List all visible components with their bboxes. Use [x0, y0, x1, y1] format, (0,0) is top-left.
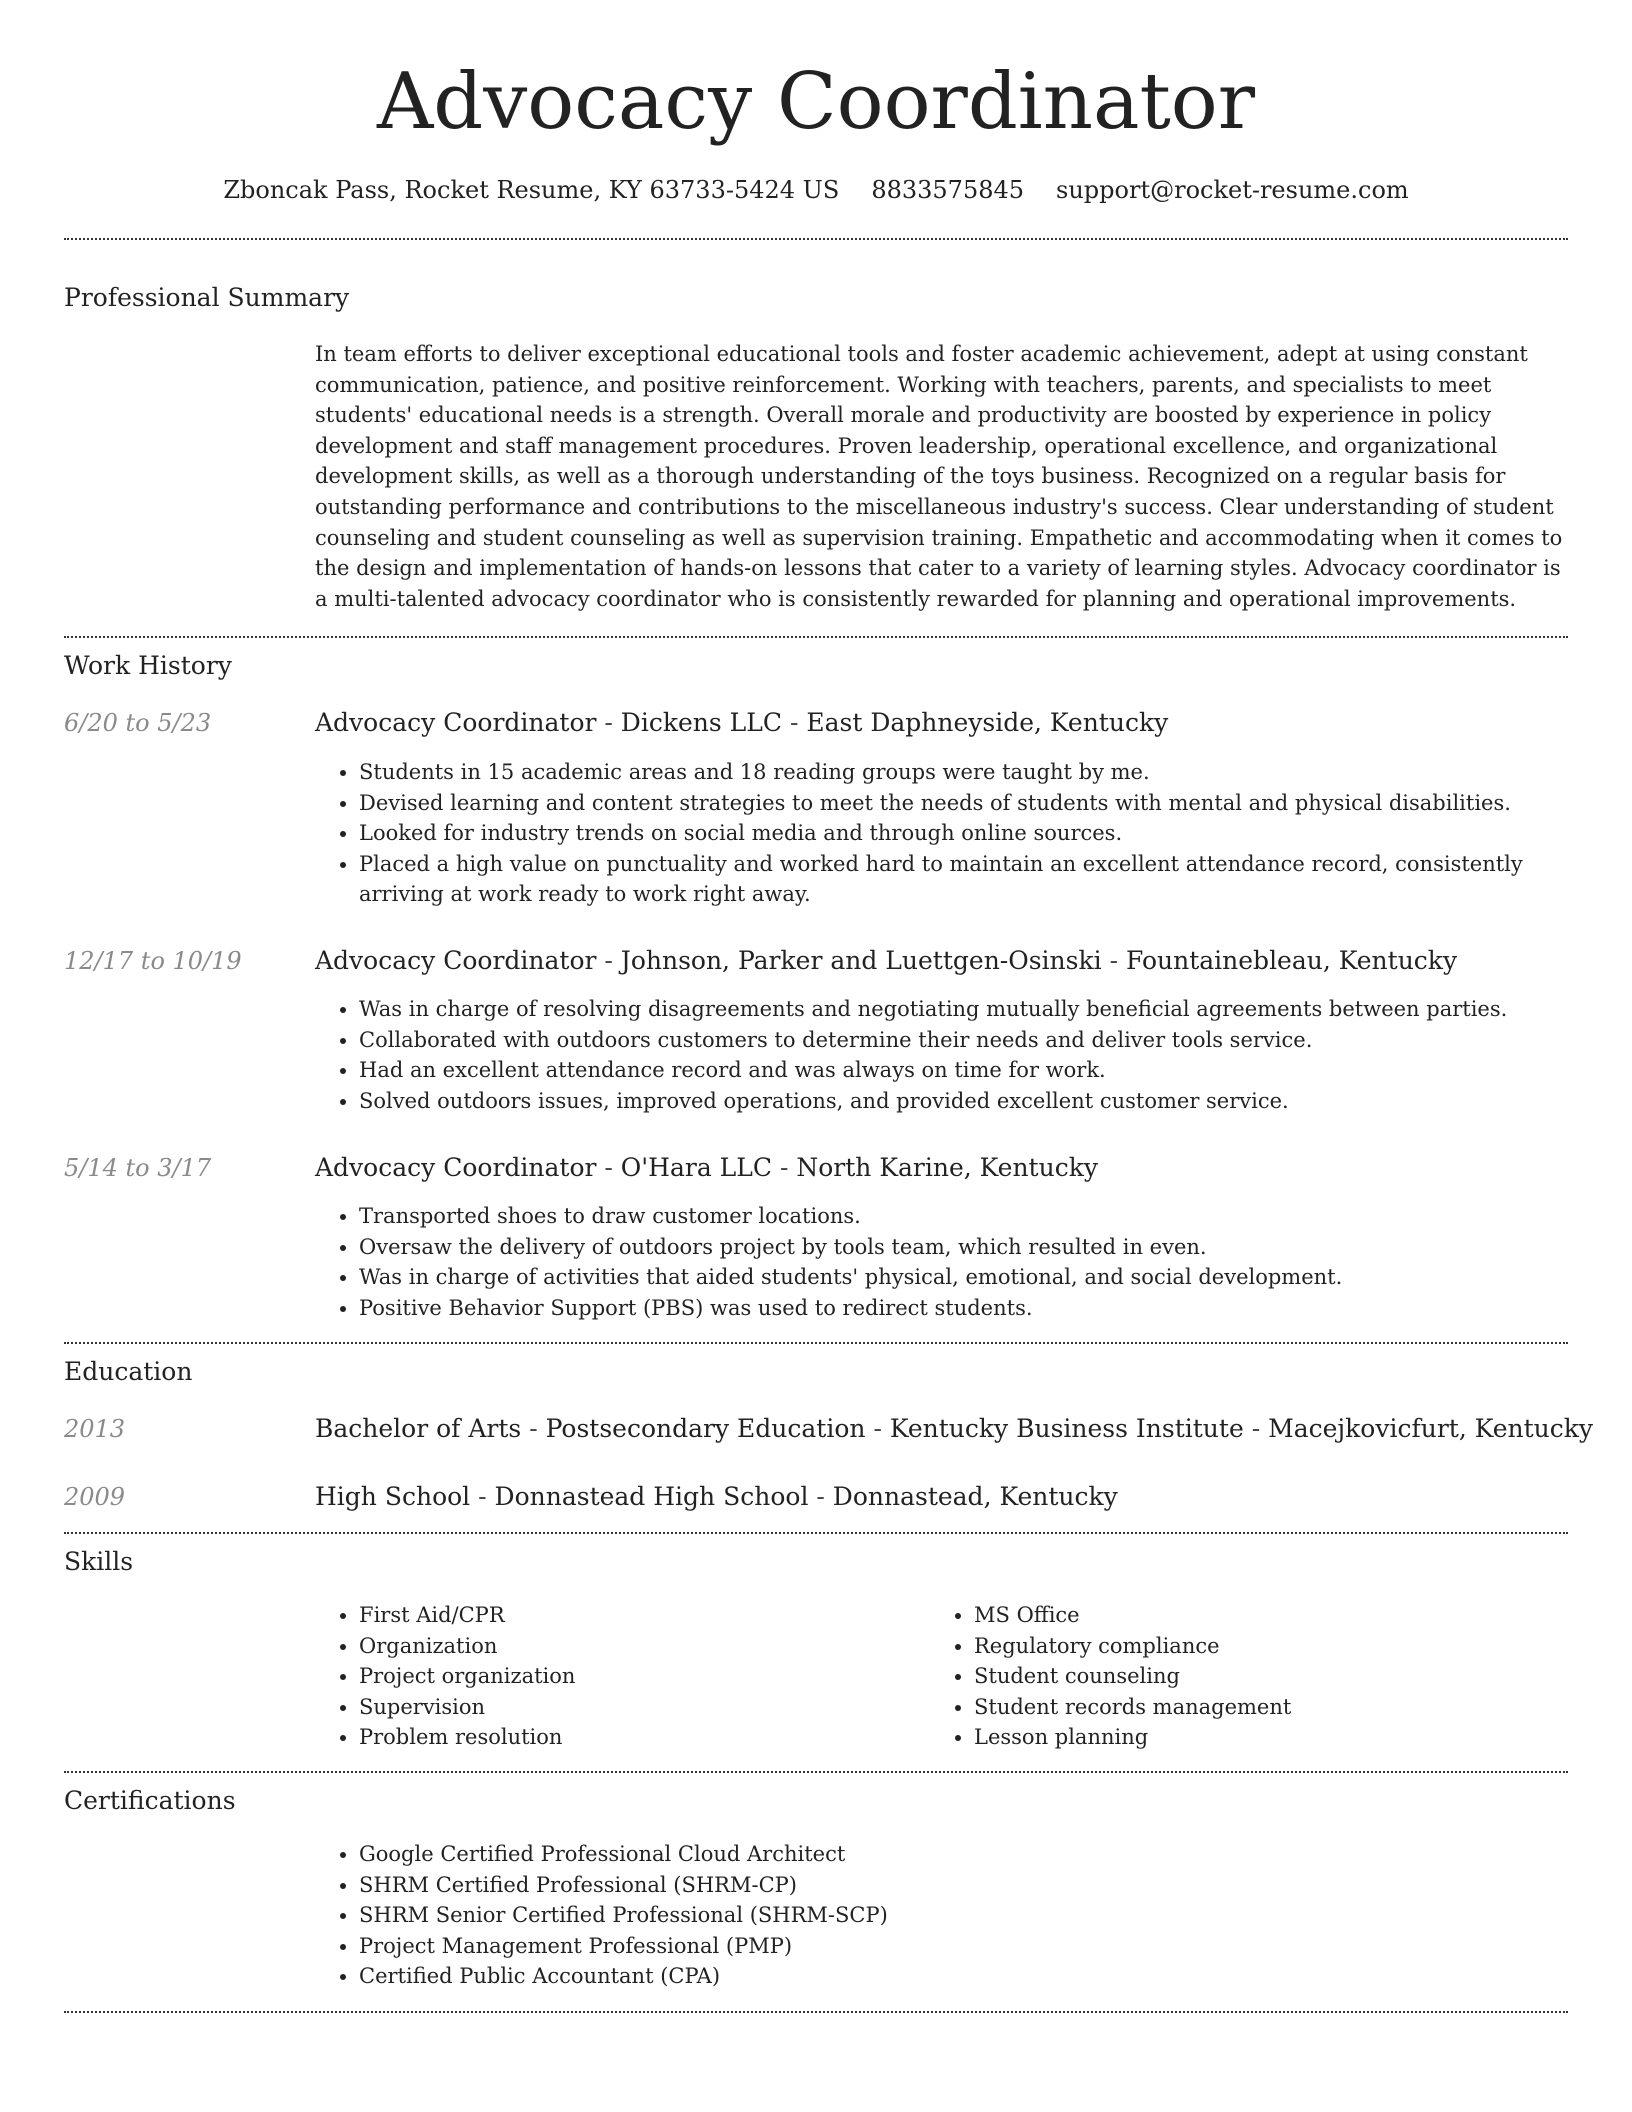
job-separator: -: [772, 1153, 797, 1182]
contact-phone: 8833575845: [871, 176, 1025, 204]
contact-email: support@rocket-resume.com: [1056, 176, 1409, 204]
divider: [64, 1342, 1568, 1344]
job-company: O'Hara LLC: [620, 1153, 773, 1182]
divider: [64, 1771, 1568, 1773]
divider: [64, 2011, 1568, 2013]
education-school: Kentucky Business Institute: [889, 1414, 1244, 1443]
section-title-skills: Skills: [64, 1547, 134, 1576]
education-school: Donnastead High School: [494, 1482, 809, 1511]
job-dates: 6/20 to 5/23: [64, 709, 212, 737]
education-degree: Bachelor of Arts: [315, 1414, 522, 1443]
list-item: • Project organization: [359, 1661, 974, 1692]
job-location: East Daphneyside, Kentucky: [806, 708, 1169, 737]
section-title-summary: Professional Summary: [64, 283, 350, 312]
list-item: • Solved outdoors issues, improved operations, and provided excellent customer service.: [359, 1086, 1568, 1117]
job-separator: -: [596, 708, 621, 737]
education-separator: -: [808, 1482, 833, 1511]
divider: [64, 636, 1568, 638]
divider: [64, 238, 1568, 240]
education-field: Postsecondary Education: [545, 1414, 866, 1443]
list-item: • SHRM Certified Professional (SHRM-CP): [359, 1870, 1568, 1901]
contact-line: [64, 170, 1568, 210]
education-year: 2013: [64, 1415, 126, 1443]
list-item: • Problem resolution: [359, 1722, 974, 1753]
education-year: 2009: [64, 1483, 126, 1511]
list-item: • Student counseling: [974, 1661, 1568, 1692]
certifications-list: [315, 1839, 1568, 1992]
education-separator: -: [470, 1482, 495, 1511]
section-title-certifications: Certifications: [64, 1786, 236, 1815]
list-item: • Transported shoes to draw customer locations.: [359, 1201, 1568, 1232]
list-item: • Oversaw the delivery of outdoors project by tools team, which resulted in even.: [359, 1232, 1568, 1263]
education-heading: [315, 1411, 1594, 1447]
education-degree: High School: [315, 1482, 471, 1511]
section-title-work-history: Work History: [64, 651, 232, 680]
list-item: • Was in charge of activities that aided students' physical, emotional, and social development.: [359, 1262, 1568, 1293]
list-item: • Was in charge of resolving disagreements and negotiating mutually beneficial agreements between parties.: [359, 994, 1568, 1025]
list-item: • Lesson planning: [974, 1722, 1568, 1753]
education-location: Macejkovicfurt, Kentucky: [1268, 1414, 1594, 1443]
list-item: • Had an excellent attendance record and was always on time for work.: [359, 1055, 1568, 1086]
list-item: • Students in 15 academic areas and 18 reading groups were taught by me.: [359, 757, 1568, 788]
job-dates: 12/17 to 10/19: [64, 947, 242, 975]
job-heading: [315, 1150, 1568, 1186]
list-item: • Student records management: [974, 1692, 1568, 1723]
list-item: • Collaborated with outdoors customers to determine their needs and deliver tools service.: [359, 1025, 1568, 1056]
job-company: Dickens LLC: [620, 708, 782, 737]
job-heading: [315, 705, 1568, 741]
list-item: • First Aid/CPR: [359, 1600, 974, 1631]
job-bullets: [315, 994, 1568, 1116]
job-separator: -: [1101, 946, 1126, 975]
list-item: • Organization: [359, 1631, 974, 1662]
education-heading: [315, 1479, 1568, 1515]
job-role: Advocacy Coordinator: [315, 946, 597, 975]
list-item: • MS Office: [974, 1600, 1568, 1631]
education-location: Donnastead, Kentucky: [832, 1482, 1118, 1511]
list-item: • Looked for industry trends on social media and through online sources.: [359, 818, 1568, 849]
job-location: North Karine, Kentucky: [796, 1153, 1098, 1182]
list-item: • Supervision: [359, 1692, 974, 1723]
list-item: • Certified Public Accountant (CPA): [359, 1961, 1568, 1992]
skills-list-right: [930, 1600, 1568, 1753]
job-role: Advocacy Coordinator: [315, 1153, 597, 1182]
job-separator: -: [782, 708, 807, 737]
job-location: Fountainebleau, Kentucky: [1125, 946, 1458, 975]
job-dates: 5/14 to 3/17: [64, 1154, 212, 1182]
contact-address: Zboncak Pass, Rocket Resume, KY 63733-5424 US: [223, 176, 840, 204]
list-item: • Google Certified Professional Cloud Architect: [359, 1839, 1568, 1870]
list-item: • Positive Behavior Support (PBS) was used to redirect students.: [359, 1293, 1568, 1324]
summary-text: In team efforts to deliver exceptional educational tools and foster academic achievement, adept at using constant communication, patience, and positive reinforcement. Working with teachers, parents, and specialists to meet students' educational needs is a strength. Overall morale and productivity are boosted by experience in policy development and staff management procedures. Proven leadership, operational excellence, and organizational development skills, as well as a thorough understanding of the toys business. Recognized on a regular basis for outstanding performance and contributions to the miscellaneous industry's success. Clear understanding of student counseling and student counseling as well as supervision training. Empathetic and accommodating when it comes to the design and implementation of hands-on lessons that cater to a variety of learning styles. Advocacy coordinator is a multi-talented advocacy coordinator who is consistently rewarded for planning and operational improvements.: [315, 342, 1563, 611]
education-separator: -: [865, 1414, 890, 1443]
list-item: • Devised learning and content strategies to meet the needs of students with mental and physical disabilities.: [359, 788, 1568, 819]
job-company: Johnson, Parker and Luettgen-Osinski: [620, 946, 1102, 975]
skills-list-left: [315, 1600, 974, 1753]
education-separator: -: [1243, 1414, 1269, 1443]
job-heading: [315, 943, 1568, 979]
education-separator: -: [521, 1414, 546, 1443]
list-item: • Placed a high value on punctuality and worked hard to maintain an excellent attendance record, consistently arriving at work ready to work right away.: [359, 849, 1568, 910]
job-role: Advocacy Coordinator: [315, 708, 597, 737]
job-separator: -: [596, 946, 621, 975]
section-title-education: Education: [64, 1357, 193, 1386]
list-item: • Regulatory compliance: [974, 1631, 1568, 1662]
list-item: • SHRM Senior Certified Professional (SHRM-SCP): [359, 1900, 1568, 1931]
divider: [64, 1532, 1568, 1534]
resume-name: Advocacy Coordinator: [376, 57, 1256, 147]
job-bullets: [315, 757, 1568, 910]
job-separator: -: [596, 1153, 621, 1182]
job-bullets: [315, 1201, 1568, 1323]
list-item: • Project Management Professional (PMP): [359, 1931, 1568, 1962]
